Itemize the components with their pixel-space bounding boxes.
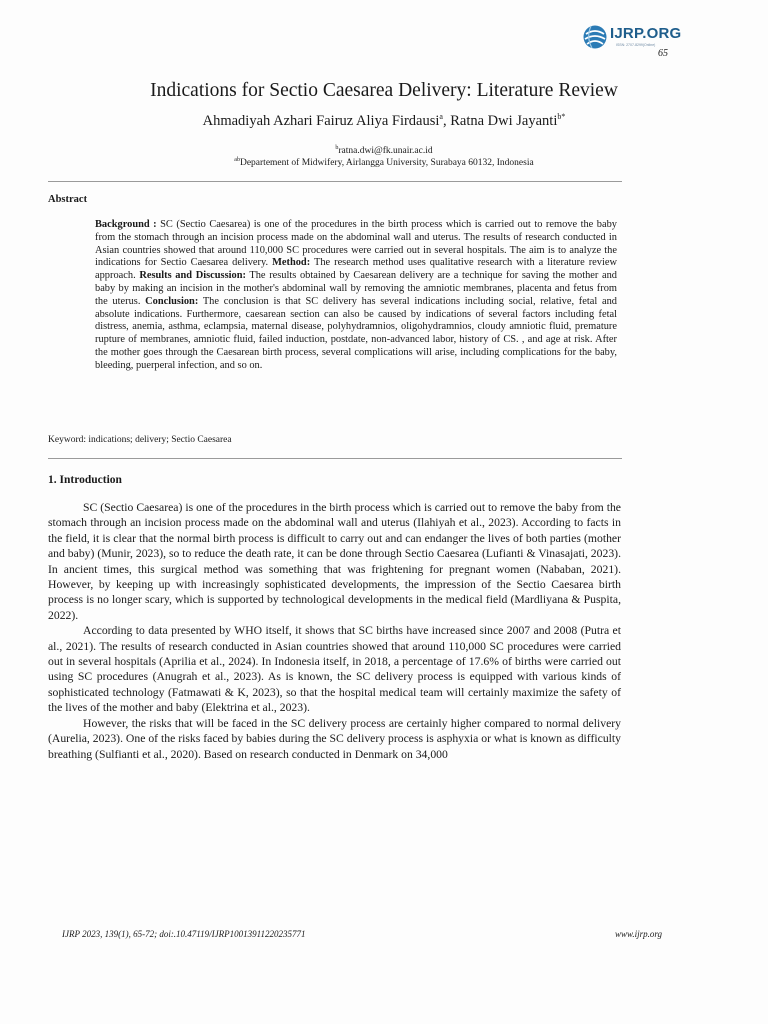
logo-subtext: ISSN: 2707-8299(Online): [616, 43, 656, 47]
section-heading-introduction: 1. Introduction: [48, 474, 122, 486]
author-affiliation: [0, 157, 768, 168]
abstract-results-text: The results obtained by Caesarean delivery are a technique for saving the mother and baby by making an incision in the mother's abdominal wall by removing the amniotic membranes, placenta and fetus from the uterus.: [95, 270, 618, 307]
abstract-conclusion-label: Conclusion:: [145, 295, 199, 307]
footer-citation: IJRP 2023, 139(1), 65-72; doi:.10.47119/IJRP1001391122023577‌1: [62, 929, 306, 939]
keywords: Keyword: indications; delivery; Sectio Caesarea: [48, 435, 232, 445]
abstract-conclusion-text: The conclusion is that SC delivery has several indications including social, relative, fetal and absolute indications. Furthermore, caesarean section can also be caused by indications of several factors including fetal distress, anemia, asthma, eclampsia, maternal disease, polyhydramnios, oligohydramnios, cloudy amniotic fluid, premature rupture of membranes, amniotic fluid, failed induction, postdate, non-advanced labor, history of CS. , and age at risk. After the mother goes through the Caesarean birth process, several complications will arise, including complications for the baby, bleeding, puerperal infection, and so on.: [95, 295, 617, 371]
page-number: 65: [658, 48, 668, 59]
introduction-body: [48, 500, 621, 762]
journal-logo: [582, 24, 692, 50]
affiliation-text: Departement of Midwifery, Airlangga University, Surabaya 60132, Indonesia: [239, 158, 534, 169]
author-list: [0, 112, 768, 130]
paragraph: According to data presented by WHO itself, it shows that SC births have increased since 2007 and 2008 (Putra et al., 2021). The results of research conducted in Asian countries showed that around 110,000 SC procedures were carried out in several hospitals (Aprilia et al., 2024). In Indonesia itself, in 2018, a percentage of 17.6% of births were carried out using SC procedures (Anugrah et al., 2023). As is known, the SC delivery process is equipped with various kinds of sophisticated technology (Fatmawati & K, 2023), so that the hospital medical team will certainly maximize the safety of the lives of the mother and baby (Elektrina et al., 2023).: [48, 624, 621, 715]
paragraph: SC (Sectio Caesarea) is one of the procedures in the birth process which is carried out to remove the baby from the stomach through an incision process made on the abdominal wall and uterus (Ilahiyah et al., 2023). According to facts in the field, it is clear that the normal birth process is difficult to carry out and can endanger the lives of both parties (mother and baby) (Munir, 2023), so to reduce the death rate, it can be done through Sectio Caesarea (Lufianti & Vinasajati, 2023). In ancient times, this surgical method was something that was frightening for pregnant women (Nababan, 2021). However, by keeping up with increasingly sophisticated developments, the impression of the Sectio Caesarea birth process is no longer scary, which is supported by technological developments in the medical field (Mardliyana & Puspita, 2022).: [48, 501, 621, 622]
author-name: Ratna Dwi Jayanti: [450, 112, 558, 129]
abstract-heading: Abstract: [48, 194, 88, 205]
abstract-text: [95, 219, 617, 373]
abstract-background-label: Background :: [95, 219, 157, 230]
email-text: ratna.dwi@fk.unair.ac.id: [338, 146, 433, 157]
abstract-method-label: Method:: [272, 257, 311, 269]
abstract-background-text: SC (Sectio Caesarea) is one of the procedures in the birth process which is carried out to remove the baby from the stomach through an incision process made on the abdominal wall and uterus. The results of research conducted in Asian countries showed that around 110,000 SC procedures were carried out in several hospitals. The aim is to analyze the indications for Sectio Caesarea delivery.: [95, 219, 617, 269]
email-superscript: b: [335, 145, 339, 151]
paragraph: However, the risks that will be faced in the SC delivery process are certainly higher compared to normal delivery (Aurelia, 2023). One of the risks faced by babies during the SC delivery process is asphyxia or what is known as difficulty breathing (Sulfianti et al., 2020). Based on research conducted in Denmark on 34,000: [48, 716, 621, 761]
abstract-method-text: The research method uses qualitative research with a literature review approach.: [95, 257, 617, 282]
author-separator: ,: [442, 112, 451, 129]
author-superscript: b*: [557, 112, 566, 121]
author-superscript: a: [439, 112, 443, 121]
author-name: Ahmadiyah Azhari Fairuz Aliya Firdausi: [202, 112, 440, 129]
affiliation-superscript: ab: [234, 157, 240, 163]
logo-wordmark: IJRP.ORG: [610, 25, 682, 42]
paper-title: Indications for Sectio Caesarea Delivery: Literature Review: [150, 80, 618, 101]
author-email: [0, 145, 768, 156]
divider-top: [48, 181, 622, 182]
abstract-results-label: Results and Discussion:: [139, 270, 246, 282]
divider-bottom: [48, 458, 622, 459]
globe-icon: [582, 24, 608, 50]
footer-website-link[interactable]: www.ijrp.org: [614, 929, 662, 939]
